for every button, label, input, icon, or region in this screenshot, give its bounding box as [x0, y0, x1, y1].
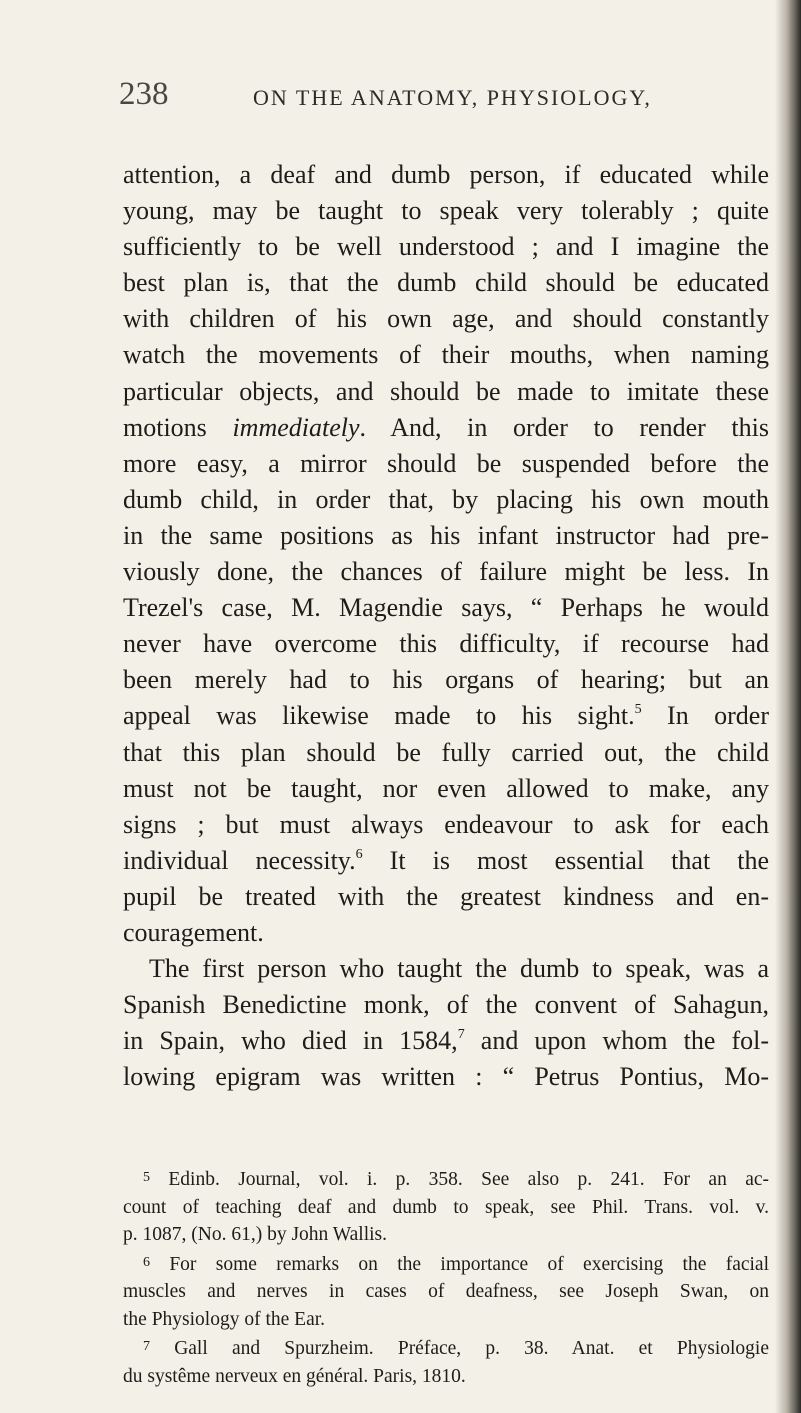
text-line: particular objects, and should be made to imitate these [123, 376, 769, 406]
footnote-line: p. 1087, (No. 61,) by John Wallis. [123, 1224, 388, 1245]
text-line: watch the movements of their mouths, when naming [123, 340, 769, 370]
footnote-7: $^7$ Gall and Spurzheim. Préface, p. 38. Anat. et Physiologie [143, 1338, 769, 1359]
text-line: signs ; but must always endeavour to ask for each [123, 809, 769, 839]
page-number: 238 [119, 76, 169, 112]
running-head: ON THE ANATOMY, PHYSIOLOGY, [253, 85, 652, 110]
text-line: that this plan should be fully carried out, the child [123, 737, 769, 767]
text-line: in the same positions as his infant instructor had pre- [123, 520, 769, 550]
text-line: lowing epigram was written : “ Petrus Pontius, Mo- [123, 1062, 769, 1092]
text-line: Trezel's case, M. Magendie says, “ Perhaps he would [123, 593, 769, 623]
footnote-ref-5: 5 [634, 702, 642, 718]
emphasis-immediately: immediately [232, 412, 360, 442]
footnote-6: $^6$ For some remarks on the importance of exercising the facial [143, 1253, 769, 1275]
text-line: in Spain, who died in 1584,$^7$ and upon whom the fol- [123, 1026, 769, 1056]
text-line: motions immediately. And, in order to render this [123, 412, 769, 442]
text-line: dumb child, in order that, by placing his own mouth [123, 484, 769, 514]
text-line: more easy, a mirror should be suspended before the [123, 448, 769, 478]
text-line: The first person who taught the dumb to speak, was a [149, 954, 769, 984]
footnote-line: count of teaching deaf and dumb to speak, see Phil. Trans. vol. v. [123, 1196, 769, 1218]
text-line: appeal was likewise made to his sight.$^5$ In order [123, 701, 769, 731]
text-line: never have overcome this difficulty, if recourse had [123, 629, 769, 659]
text-line: must not be taught, nor even allowed to make, any [123, 773, 769, 803]
text-line: with children of his own age, and should constantly [123, 304, 769, 334]
text-line: young, may be taught to speak very tolerably ; quite [123, 196, 769, 226]
footnote-number: 5 [143, 1170, 150, 1185]
text-line: individual necessity.$^6$ It is most essential that the [123, 845, 769, 875]
text-line: attention, a deaf and dumb person, if educated while [123, 160, 769, 189]
footnote-number: 6 [143, 1254, 150, 1270]
text-line: couragement. [123, 917, 264, 947]
page-edge-shadow [775, 0, 801, 1413]
footnote-number: 7 [143, 1339, 150, 1354]
text-line: been merely had to his organs of hearing; but an [123, 665, 769, 695]
footnote-line: muscles and nerves in cases of deafness, see Joseph Swan, on [123, 1281, 769, 1302]
footnote-line: du systême nerveux en général. Paris, 1810. [123, 1365, 466, 1387]
text-line: viously done, the chances of failure might be less. In [123, 557, 769, 587]
text-line: sufficiently to be well understood ; and I imagine the [123, 232, 769, 262]
footnote-ref-7: 7 [457, 1027, 465, 1043]
footnote-ref-6: 6 [355, 846, 363, 862]
body-text [123, 157, 769, 1095]
text-line: pupil be treated with the greatest kindness and en- [123, 881, 769, 911]
footnote-5: $^5$ Edinb. Journal, vol. i. p. 358. See also p. 241. For an ac- [143, 1169, 769, 1190]
footnote-line: the Physiology of the Ear. [123, 1308, 326, 1330]
text-line: best plan is, that the dumb child should be educated [123, 268, 769, 298]
text-line: Spanish Benedictine monk, of the convent of Sahagun, [123, 990, 769, 1020]
footnotes [123, 1164, 769, 1390]
